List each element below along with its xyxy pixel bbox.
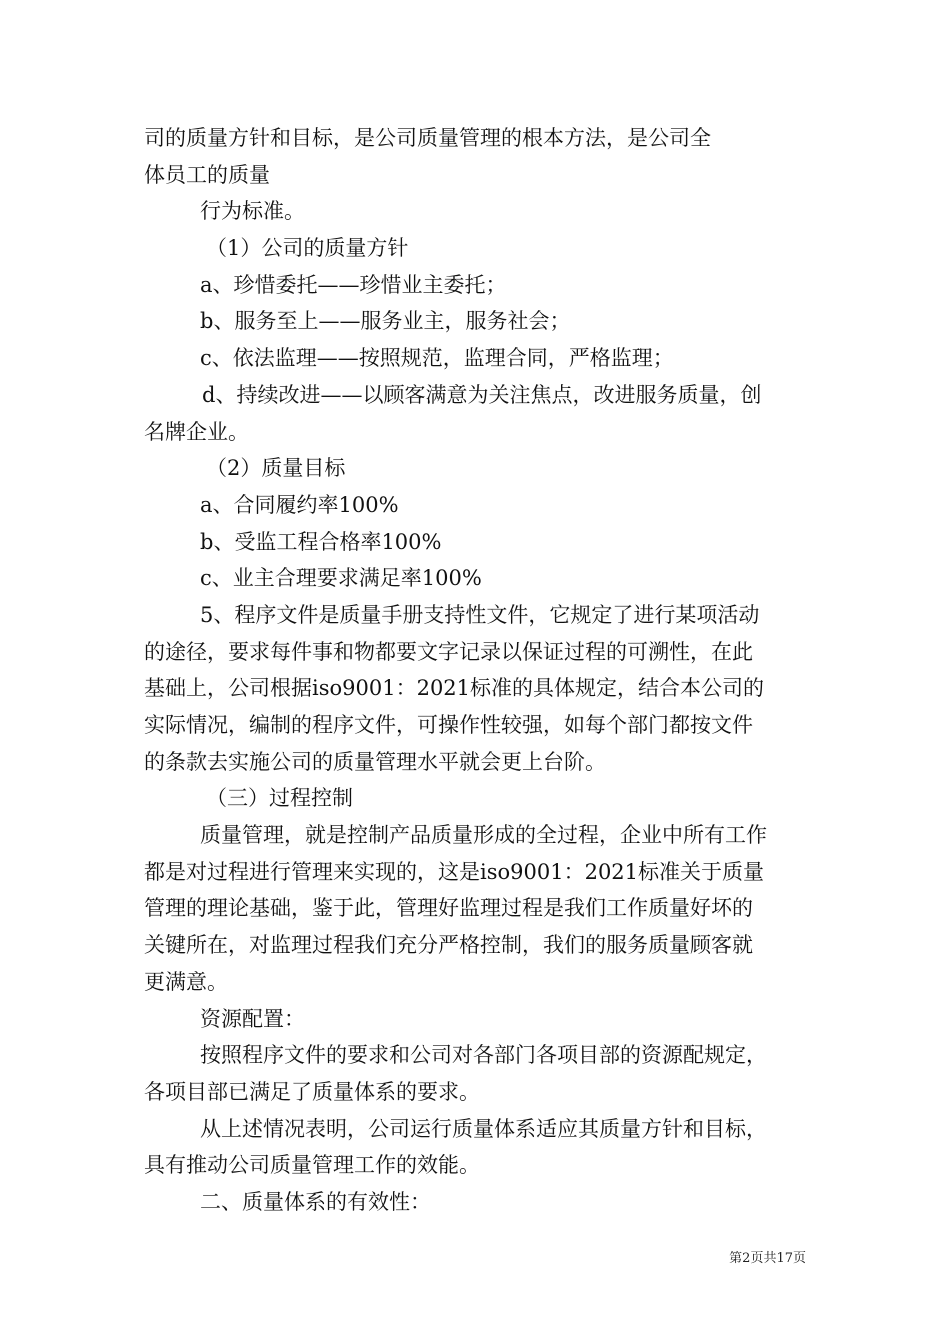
section-heading: 二、质量体系的有效性：: [200, 1189, 431, 1214]
text-line: 都是对过程进行管理来实现的，这是iso9001：2021标准关于质量: [144, 859, 765, 884]
text-line: 的条款去实施公司的质量管理水平就会更上台阶。: [144, 749, 606, 774]
text-line: 行为标准。: [200, 199, 305, 224]
text-line: 实际情况，编制的程序文件，可操作性较强，如每个部门都按文件: [144, 713, 753, 737]
page-number-label: 第2页共17页: [729, 1251, 806, 1266]
text-line: 质量管理，就是控制产品质量形成的全过程，企业中所有工作: [200, 823, 767, 848]
text-line: 具有推动公司质量管理工作的效能。: [144, 1153, 480, 1178]
text-line: 的途径，要求每件事和物都要文字记录以保证过程的可溯性，在此: [144, 639, 753, 664]
text-line: d、持续改进——以顾客满意为关注焦点，改进服务质量，创: [202, 382, 762, 407]
text-line: c、依法监理——按照规范，监理合同，严格监理；: [200, 346, 674, 371]
text-line: 各项目部已满足了质量体系的要求。: [144, 1079, 480, 1104]
text-line: 体员工的质量: [144, 162, 270, 187]
text-line: b、服务至上——服务业主，服务社会；: [200, 309, 571, 334]
text-line: 司的质量方针和目标，是公司质量管理的根本方法，是公司全: [144, 126, 711, 150]
text-line: （1）公司的质量方针: [206, 236, 409, 261]
text-line: 更满意。: [144, 969, 228, 994]
text-line: 5、程序文件是质量手册支持性文件，它规定了进行某项活动: [200, 602, 760, 627]
text-line: c、业主合理要求满足率100%: [200, 566, 482, 591]
text-line: 按照程序文件的要求和公司对各部门各项目部的资源配规定，: [200, 1043, 767, 1068]
text-line: b、受监工程合格率100%: [200, 529, 442, 554]
document-body: [144, 120, 808, 1221]
text-line: 基础上，公司根据iso9001：2021标准的具体规定，结合本公司的: [144, 676, 765, 701]
page-number-footer: [729, 1247, 806, 1266]
text-line: 名牌企业。: [144, 419, 249, 444]
text-line: 关键所在，对监理过程我们充分严格控制，我们的服务质量顾客就: [144, 933, 753, 958]
text-line: a、合同履约率100%: [200, 492, 399, 517]
text-line: 管理的理论基础，鉴于此，管理好监理过程是我们工作质量好坏的: [144, 896, 753, 921]
text-line: 资源配置：: [200, 1006, 305, 1031]
text-line: 从上述情况表明，公司运行质量体系适应其质量方针和目标，: [200, 1116, 767, 1141]
text-line: （2）质量目标: [206, 456, 346, 481]
section-heading: （三）过程控制: [206, 786, 353, 811]
text-line: a、珍惜委托——珍惜业主委托；: [200, 272, 507, 297]
